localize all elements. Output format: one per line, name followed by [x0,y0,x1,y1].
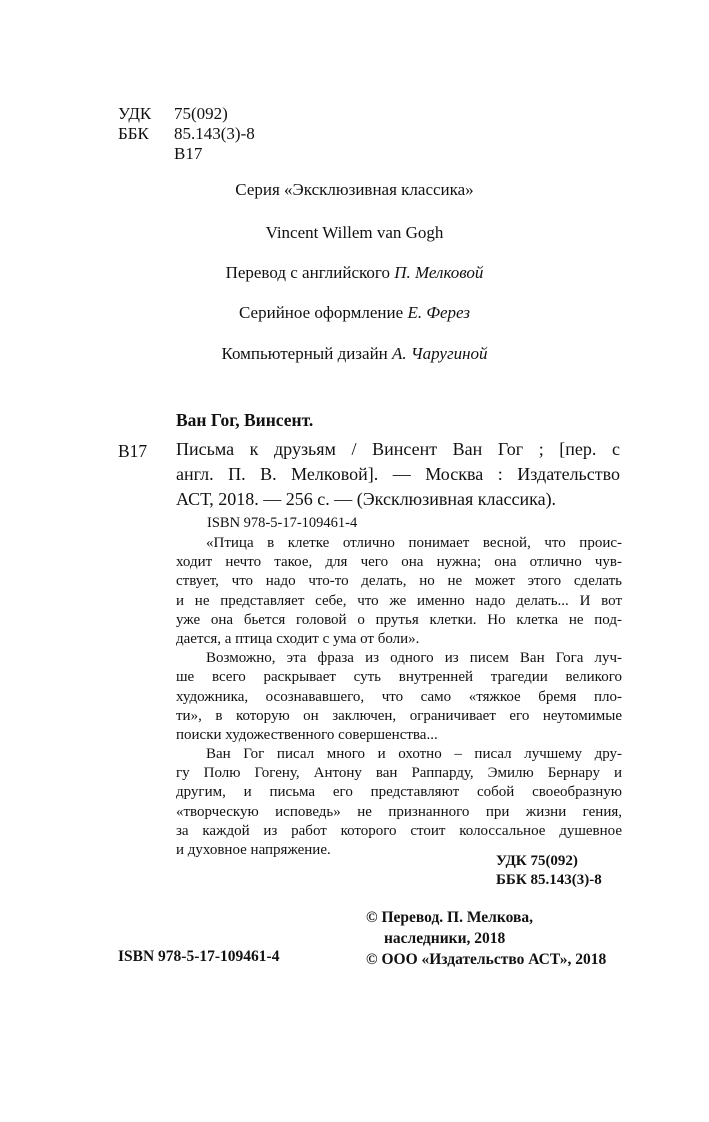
bbk-label: ББК [118,124,149,143]
footer-bbk: ББК 85.143(3)-8 [496,872,602,888]
biblio-line: Письма к друзьям / Винсент Ван Гог ; [пер. с [176,439,620,459]
copyright-block [366,907,606,970]
author-mark: В17 [174,144,203,163]
series-credit: Серия «Эксклюзивная классика» [235,180,474,199]
biblio-line: англ. П. В. Мелковой]. — Москва : Издательство [176,464,620,484]
computer-designer-name: А. Чаругиной [392,344,488,363]
translation-prefix: Перевод с английского [225,263,390,282]
bbk-value: 85.143(3)-8 [174,124,255,143]
abstract-line: ше всего раскрывает суть внутренней трагедии великого [176,669,622,686]
bibliographic-description [176,437,620,512]
abstract-line: «Птица в клетке отлично понимает весной, что проис- [206,535,622,551]
abstract-line: другим, и письма его представляют собой своеобразную [176,784,622,801]
copyright-publisher: © ООО «Издательство АСТ», 2018 [366,951,607,968]
translator-name: П. Мелковой [394,263,484,282]
copyright-translation: © Перевод. П. Мелкова, [366,909,533,926]
footer-isbn: ISBN 978-5-17-109461-4 [118,948,280,965]
computer-design-prefix: Компьютерный дизайн [221,344,388,363]
abstract-line: поиски художественного совершенства... [176,726,438,743]
abstract-line: за каждой из работ которого стоит колоссальное душевное [176,822,622,839]
series-design-prefix: Серийное оформление [239,303,404,322]
abstract-line: художника, осознававшего, что само «тяжкое бремя пло- [176,688,622,705]
original-author: Vincent Willem van Gogh [265,223,444,242]
abstract-line: «творческую исповедь» не признанного при жизни гения, [176,803,622,820]
author-heading: Ван Гог, Винсент. [176,410,314,430]
abstract-line: ствует, что надо что-то делать, но не может этого сделать [176,573,622,590]
abstract-line: гу Полю Гогену, Антону ван Раппарду, Эмилю Бернару и [176,765,622,782]
udk-label: УДК [118,104,152,123]
udk-value: 75(092) [174,104,228,123]
abstract-line: ти», в которую он заключен, ограничивает его неутомимые [176,707,622,724]
bbk-row [118,124,255,144]
abstract-line: дается, а птица сходит с ума от боли». [176,630,420,647]
classification-block [118,104,255,164]
abstract-line: и духовное напряжение. [176,842,331,858]
series-design-credit [0,303,709,323]
udk-row [118,104,255,124]
abstract-line: уже она бьется головой о прутья клетки. Но клетка не под- [176,611,622,628]
bibliography-mark: В17 [118,441,148,461]
abstract [176,534,622,860]
footer-classification [496,852,602,890]
series-designer-name: Е. Ферез [407,303,470,322]
footer-udk: УДК 75(092) [496,853,578,869]
abstract-line: и не представляет себе, что же именно надо делать... И вот [176,592,622,609]
translation-credit [0,263,709,283]
computer-design-credit [0,344,709,364]
abstract-line: Возможно, эта фраза из одного из писем Ван Гога луч- [206,650,622,667]
biblio-line: АСТ, 2018. — 256 с. — (Эксклюзивная классика). [176,489,557,509]
copyright-heirs: наследники, 2018 [384,930,506,947]
abstract-line: Ван Гог писал много и охотно – писал лучшему дру- [206,746,622,763]
abstract-line: ходит нечто такое, для чего она нужна; она отлично чув- [176,554,622,571]
bibliography-isbn: ISBN 978-5-17-109461-4 [207,515,358,531]
author-mark-row [118,144,255,164]
